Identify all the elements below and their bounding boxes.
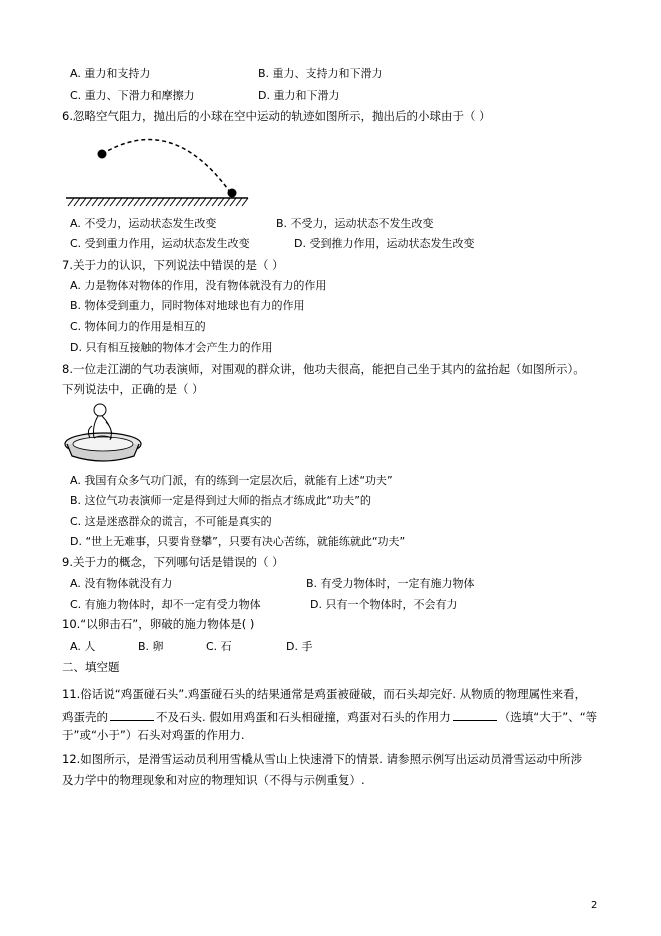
q5-option-b: B. 重力、支持力和下滑力 <box>258 67 383 80</box>
page-number: 2 <box>591 900 598 911</box>
q9-option-a: A. 没有物体就没有力 <box>70 577 173 590</box>
q10-option-b: B. 卵 <box>138 640 164 653</box>
q5-option-d: D. 重力和下滑力 <box>258 89 340 102</box>
q9-option-d: D. 只有一个物体时，不会有力 <box>310 598 458 611</box>
q11-line2-part2: 不及石头. 假如用鸡蛋和石头相碰撞，鸡蛋对石头的作用力 <box>156 710 451 724</box>
q6-stem: 6.忽略空气阻力，抛出后的小球在空中运动的轨迹如图所示，抛出后的小球由于（ ） <box>62 109 491 123</box>
trajectory-path <box>102 140 230 192</box>
person-head <box>94 404 106 416</box>
q9-option-c: C. 有施力物体时，却不一定有受力物体 <box>70 598 261 611</box>
q9-option-b: B. 有受力物体时，一定有施力物体 <box>306 577 475 590</box>
q9-stem: 9.关于力的概念，下列哪句话是错误的（ ） <box>62 555 284 569</box>
q10-option-c: C. 石 <box>206 640 232 653</box>
q6-option-a: A. 不受力，运动状态发生改变 <box>70 217 217 230</box>
q8-stem-line2: 下列说法中，正确的是（ ） <box>62 382 204 396</box>
q11-blank-2[interactable] <box>453 710 497 721</box>
q7-option-a: A. 力是物体对物体的作用，没有物体就没有力的作用 <box>70 279 327 292</box>
q5-option-c: C. 重力、下滑力和摩擦力 <box>70 89 195 102</box>
q5-option-a: A. 重力和支持力 <box>70 67 151 80</box>
q11-line2-part1: 鸡蛋壳的 <box>62 710 108 724</box>
q6-option-d: D. 受到推力作用，运动状态发生改变 <box>294 237 475 250</box>
q11-line3: 于”或“小于”）石头对鸡蛋的作用力. <box>62 728 245 742</box>
q6-option-b: B. 不受力，运动状态不发生改变 <box>276 217 434 230</box>
q11-line2-part3: （选填“大于”、“等 <box>498 710 598 724</box>
basin-figure <box>62 400 144 466</box>
q7-option-c: C. 物体间力的作用是相互的 <box>70 320 206 333</box>
q7-option-d: D. 只有相互接触的物体才会产生力的作用 <box>70 341 273 354</box>
q10-option-a: A. 人 <box>70 640 96 653</box>
q7-option-b: B. 物体受到重力，同时物体对地球也有力的作用 <box>70 299 305 312</box>
q10-stem: 10.“以卵击石”，卵破的施力物体是( ) <box>62 617 255 631</box>
q10-option-d: D. 手 <box>286 640 313 653</box>
q6-option-c: C. 受到重力作用，运动状态发生改变 <box>70 237 250 250</box>
q12-line1: 12.如图所示，是滑雪运动员利用雪橇从雪山上快速滑下的情景. 请参照示例写出运动员滑雪运动中所涉 <box>62 752 583 766</box>
ground-hatching <box>68 198 248 206</box>
q11-line1: 11.俗话说“鸡蛋碰石头”.鸡蛋碰石头的结果通常是鸡蛋被碰破，而石头却完好. 从物质的物理属性来看， <box>62 687 587 701</box>
q8-option-b: B. 这位气功表演师一定是得到过大师的指点才练成此“功夫”的 <box>70 494 371 507</box>
q8-option-a: A. 我国有众多气功门派，有的练到一定层次后，就能有上述“功夫” <box>70 474 393 487</box>
q11-blank-1[interactable] <box>110 710 154 721</box>
q8-option-c: C. 这是迷惑群众的谎言，不可能是真实的 <box>70 515 272 528</box>
section-heading-fill-in: 二、填空题 <box>62 660 120 674</box>
ball-start <box>98 150 107 159</box>
q8-stem-line1: 8.一位走江湖的气功表演师，对围观的群众讲，他功夫很高，能把自己坐于其内的盆抬起（如图所示）。 <box>62 362 585 376</box>
projectile-figure <box>62 132 252 212</box>
q11-line2 <box>62 710 597 724</box>
q8-option-d: D. “世上无难事，只要肯登攀”，只要有决心苦练，就能练就此“功夫” <box>70 535 406 548</box>
q12-line2: 及力学中的物理现象和对应的物理知识（不得与示例重复）. <box>62 773 365 787</box>
ball-end <box>228 189 237 198</box>
q7-stem: 7.关于力的认识，下列说法中错误的是（ ） <box>62 258 284 272</box>
basin-inner <box>73 437 133 451</box>
